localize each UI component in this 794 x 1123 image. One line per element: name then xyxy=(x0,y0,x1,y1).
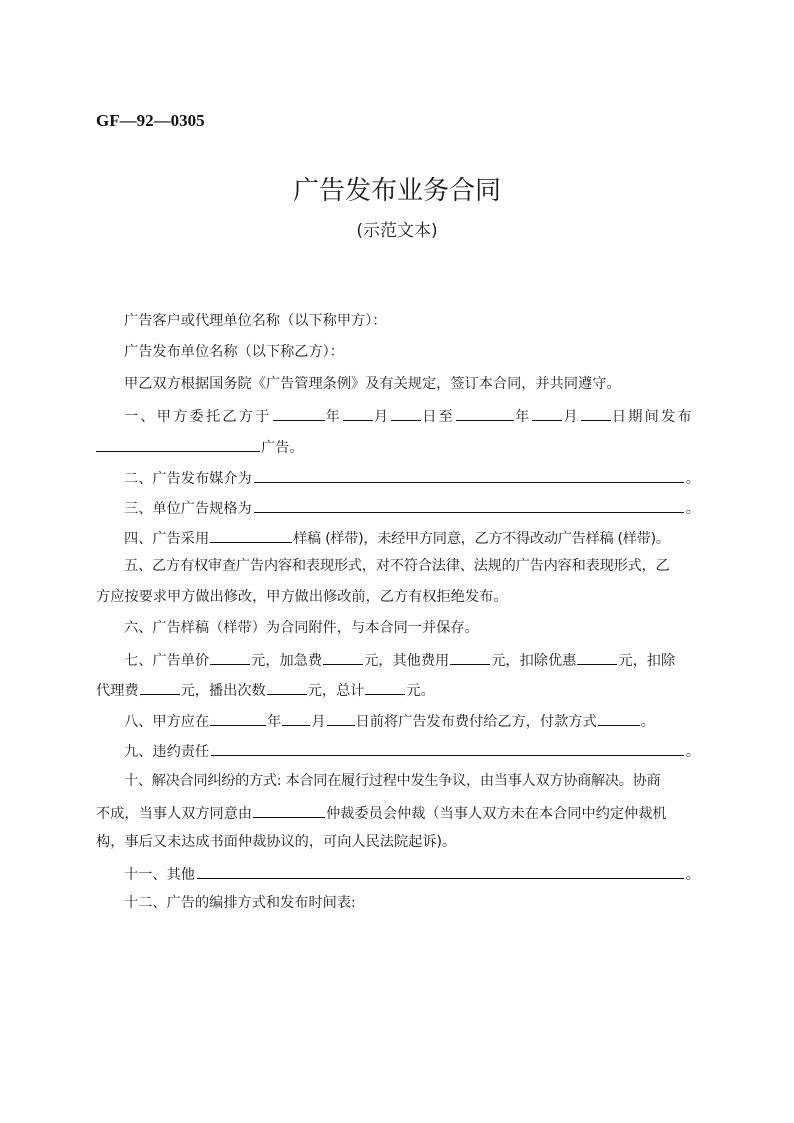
clause-6-text: 六、广告样稿（样带）为合同附件，与本合同一并保存。 xyxy=(124,620,479,636)
end-day-blank[interactable] xyxy=(581,403,611,421)
party-a-label: 广告客户或代理单位名称（以下称甲方）： xyxy=(124,313,387,329)
preamble-text: 甲乙双方根据国务院《广告管理条例》及有关规定，签订本合同，并共同遵守。 xyxy=(124,376,621,392)
clause-7-total: 元，总计 xyxy=(307,683,365,699)
clause-5-line-2 xyxy=(96,585,700,609)
clause-9-line xyxy=(96,738,700,762)
contract-title: 广告发布业务合同 xyxy=(292,176,501,206)
clause-8-year: 年 xyxy=(267,714,282,730)
start-month-blank[interactable] xyxy=(343,403,373,421)
pay-day-blank[interactable] xyxy=(327,708,355,726)
clause-7-line-2 xyxy=(96,677,700,701)
clause-8-rest: 日前将广告发布费付给乙方，付款方式 xyxy=(355,714,597,730)
end-month-blank[interactable] xyxy=(532,403,562,421)
clause-3-end: 。 xyxy=(685,501,700,517)
clause-10-line-2 xyxy=(96,800,700,824)
clause-11-end: 。 xyxy=(685,867,700,883)
agency-fee-blank[interactable] xyxy=(140,677,180,695)
party-b-label: 广告发布单位名称（以下称乙方）： xyxy=(124,344,344,360)
clause-1-line-2 xyxy=(96,434,700,458)
discount-blank[interactable] xyxy=(577,647,617,665)
clause-7-deduct: 元，扣除 xyxy=(618,653,676,669)
clause-8-line xyxy=(96,708,700,732)
party-b-line xyxy=(96,340,700,364)
clause-12-line xyxy=(96,891,700,915)
clause-5-line-1 xyxy=(96,554,700,578)
preamble-line xyxy=(96,372,700,396)
clause-7-rush: 元，加急费 xyxy=(251,653,323,669)
clause-11-line xyxy=(96,861,700,885)
clause-7-end: 元。 xyxy=(406,683,435,699)
clause-1-month-2: 月 xyxy=(563,409,580,425)
clause-2-line xyxy=(96,465,700,489)
start-year-blank[interactable] xyxy=(273,403,325,421)
sample-type-blank[interactable] xyxy=(210,525,292,543)
clause-1-tail: 广告。 xyxy=(261,440,304,456)
end-year-blank[interactable] xyxy=(456,403,514,421)
clause-10-text-1: 十、解决合同纠纷的方式: 本合同在履行过程中发生争议，由当事人双方协商解决。协商 xyxy=(124,773,661,789)
clause-6-line xyxy=(96,616,700,640)
clause-7-other: 元，其他费用 xyxy=(364,653,450,669)
clause-8-label: 八、甲方应在 xyxy=(124,714,210,730)
payment-method-blank[interactable] xyxy=(598,708,640,726)
clause-9-label: 九、违约责任 xyxy=(124,744,210,760)
clause-4-rest: 样稿 (样带)，未经甲方同意，乙方不得改动广告样稿 (样带)。 xyxy=(293,531,670,547)
clause-10-text-2a: 不成，当事人双方同意由 xyxy=(96,806,253,822)
spec-blank[interactable] xyxy=(254,495,684,513)
clause-1-end: 日期间发布 xyxy=(611,409,694,425)
clause-2-end: 。 xyxy=(685,471,700,487)
rush-fee-blank[interactable] xyxy=(323,647,363,665)
clause-8-month: 月 xyxy=(311,714,326,730)
clause-12-text: 十二、广告的编排方式和发布时间表: xyxy=(124,895,356,911)
clause-7-agency: 代理费 xyxy=(96,683,139,699)
other-fee-blank[interactable] xyxy=(450,647,490,665)
clause-8-end: 。 xyxy=(640,714,655,730)
party-a-line xyxy=(96,309,700,333)
pay-year-blank[interactable] xyxy=(210,708,266,726)
media-blank[interactable] xyxy=(254,465,684,483)
arbitration-committee-blank[interactable] xyxy=(253,800,325,818)
clause-1-month-1: 月 xyxy=(373,409,391,425)
clause-4-label: 四、广告采用 xyxy=(124,531,210,547)
clause-1-year-1: 年 xyxy=(325,409,342,425)
clause-3-label: 三、单位广告规格为 xyxy=(124,501,252,517)
start-day-blank[interactable] xyxy=(391,403,421,421)
clause-2-label: 二、广告发布媒介为 xyxy=(124,471,252,487)
clause-1-year-2: 年 xyxy=(515,409,532,425)
clause-3-line xyxy=(96,495,700,519)
clause-1-line-1 xyxy=(96,403,700,427)
unit-price-blank[interactable] xyxy=(210,647,250,665)
clause-5-text-2: 方应按要求甲方做出修改，甲方做出修改前，乙方有权拒绝发布。 xyxy=(96,589,508,605)
pay-month-blank[interactable] xyxy=(282,708,310,726)
contract-code: GF—92—0305 xyxy=(96,111,205,130)
clause-7-label: 七、广告单价 xyxy=(124,653,210,669)
clause-10-line-3 xyxy=(96,830,700,854)
clause-9-end: 。 xyxy=(685,744,700,760)
clause-4-line xyxy=(96,525,700,549)
other-terms-blank[interactable] xyxy=(197,861,684,879)
play-count-blank[interactable] xyxy=(267,677,307,695)
clause-1-day-to: 日至 xyxy=(422,409,456,425)
total-blank[interactable] xyxy=(365,677,405,695)
ad-content-blank[interactable] xyxy=(96,434,260,452)
clause-7-line-1 xyxy=(96,647,700,671)
clause-11-label: 十一、其他 xyxy=(124,867,195,883)
clause-1-text: 一、甲方委托乙方于 xyxy=(124,409,272,425)
clause-10-line-1 xyxy=(96,769,700,793)
liability-blank[interactable] xyxy=(211,738,684,756)
clause-10-text-3: 构，事后又未达成书面仲裁协议的，可向人民法院起诉)。 xyxy=(96,834,457,850)
clause-7-plays: 元，播出次数 xyxy=(180,683,266,699)
clause-5-text-1: 五、乙方有权审查广告内容和表现形式，对不符合法律、法规的广告内容和表现形式，乙 xyxy=(124,558,670,574)
clause-10-text-2b: 仲裁委员会仲裁（当事人双方未在本合同中约定仲裁机 xyxy=(326,806,667,822)
contract-subtitle: (示范文本) xyxy=(356,221,438,241)
clause-7-discount: 元，扣除优惠 xyxy=(491,653,577,669)
